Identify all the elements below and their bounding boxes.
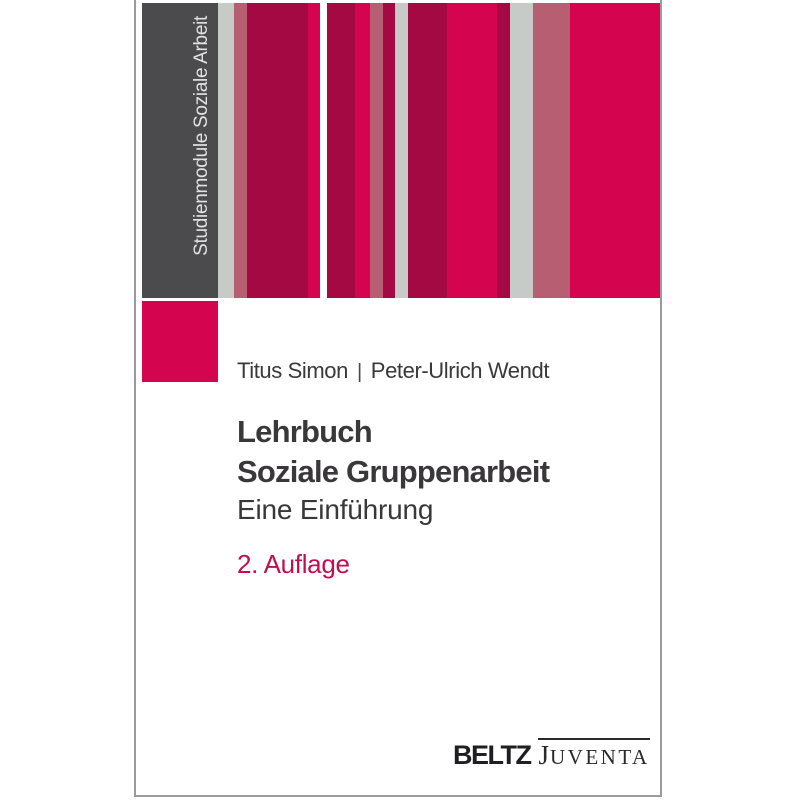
stripe — [533, 3, 570, 298]
juventa-initial: J — [538, 740, 550, 770]
stripe — [447, 3, 497, 298]
author-line — [237, 358, 549, 384]
beltz-wordmark: BELTZ — [453, 740, 531, 770]
book-cover — [134, 0, 662, 797]
subtitle: Eine Einführung — [237, 494, 434, 525]
book-title — [237, 412, 549, 492]
stripe — [327, 3, 355, 298]
stripe — [408, 3, 447, 298]
stripe — [355, 3, 370, 298]
juventa-rest: UVENTA — [550, 745, 650, 769]
stripe — [320, 3, 327, 298]
stripe — [510, 3, 533, 298]
stripe — [395, 3, 408, 298]
stripe — [570, 3, 660, 298]
publisher-logo — [453, 738, 650, 771]
series-stripe-band — [142, 3, 660, 298]
stripe — [247, 3, 308, 298]
series-label: Studienmodule Soziale Arbeit — [191, 16, 212, 256]
author-second: Peter-Ulrich Wendt — [370, 358, 550, 383]
author-separator: | — [356, 361, 362, 383]
title-line-2: Soziale Gruppenarbeit — [237, 454, 550, 489]
accent-square — [142, 301, 218, 382]
stripe — [308, 3, 320, 298]
series-spine-block — [142, 3, 218, 298]
stripe — [383, 3, 395, 298]
stripe — [234, 3, 247, 298]
juventa-wordmark — [538, 738, 649, 769]
stripe — [218, 3, 234, 298]
title-line-1: Lehrbuch — [237, 414, 372, 449]
author-first: Titus Simon — [237, 358, 348, 383]
stripe — [370, 3, 383, 298]
stripe — [497, 3, 510, 298]
edition-label: 2. Auflage — [237, 549, 350, 579]
